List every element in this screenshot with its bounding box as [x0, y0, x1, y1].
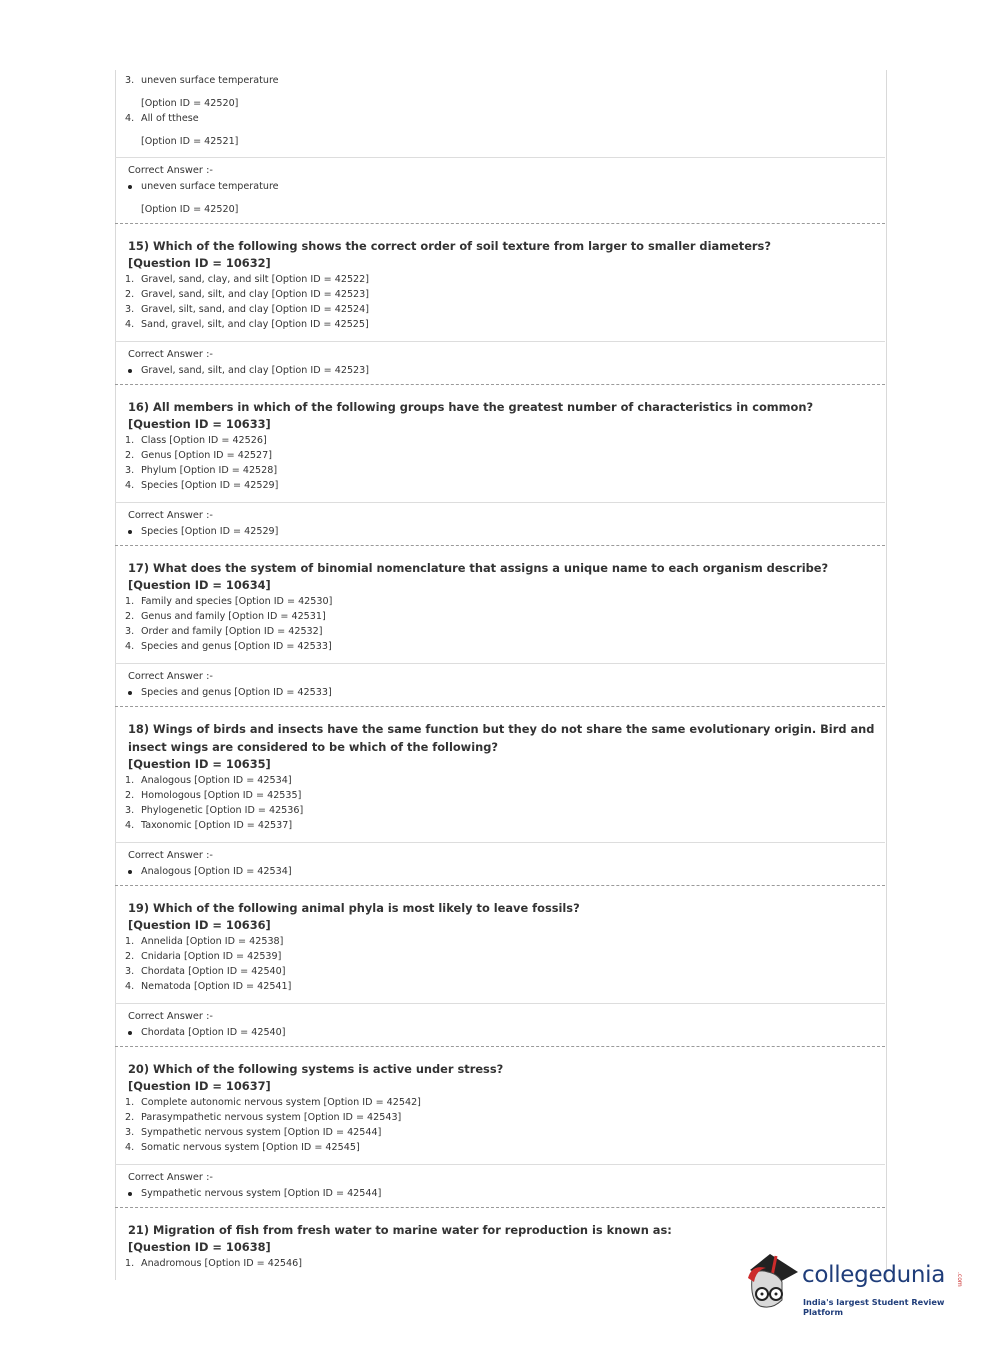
question-text: 15) Which of the following shows the correct order of soil texture from larger to smaller diameters?: [128, 239, 771, 253]
question-id: [Question ID = 10632]: [128, 256, 271, 270]
options-list: [125, 433, 875, 493]
option-item: 3. Phylum [Option ID = 42528]: [125, 465, 278, 476]
bullet-icon: [128, 691, 132, 695]
option-item: 1. Complete autonomic nervous system [Option ID = 42542]: [125, 1097, 421, 1108]
question-id: [Question ID = 10636]: [128, 918, 271, 932]
option-item: 2. Parasympathetic nervous system [Option ID = 42543]: [125, 1112, 402, 1123]
option-item: 2. Gravel, sand, silt, and clay [Option ID = 42523]: [125, 289, 370, 300]
option-item: 1. Family and species [Option ID = 42530]: [125, 596, 333, 607]
question-id: [Question ID = 10633]: [128, 417, 271, 431]
option-item: 3. Order and family [Option ID = 42532]: [125, 626, 323, 637]
question-id: [Question ID = 10634]: [128, 578, 271, 592]
bullet-icon: [128, 1031, 132, 1035]
correct-answer: Analogous [Option ID = 42534]: [125, 864, 875, 879]
correct-answer-label: Correct Answer :-: [128, 671, 213, 682]
collegedunia-logo: [742, 1248, 974, 1320]
question-id: [Question ID = 10638]: [128, 1240, 271, 1254]
options-list: [125, 934, 875, 994]
correct-answer-label: Correct Answer :-: [128, 1172, 213, 1183]
bullet-icon: [128, 369, 132, 373]
question-text: 17) What does the system of binomial nomenclature that assigns a unique name to each organism describe?: [128, 561, 829, 575]
option-item: 2. Homologous [Option ID = 42535]: [125, 790, 302, 801]
option-item: 4. Species [Option ID = 42529]: [125, 480, 279, 491]
option-item: 3. uneven surface temperature: [125, 75, 279, 86]
question-text: 21) Migration of fish from fresh water to marine water for reproduction is known as:: [128, 1223, 672, 1237]
correct-answer: Gravel, sand, silt, and clay [Option ID = 42523]: [125, 363, 875, 378]
question-id: [Question ID = 10635]: [128, 757, 271, 771]
question-14-options: [125, 73, 875, 88]
option-id-line: [Option ID = 42520]: [141, 204, 239, 215]
option-item: 3. Chordata [Option ID = 42540]: [125, 966, 286, 977]
option-item: 4. Taxonomic [Option ID = 42537]: [125, 820, 293, 831]
logo-domain: .com: [956, 1272, 963, 1287]
option-item: 4. All of tthese: [125, 113, 199, 124]
question-list: [115, 224, 885, 1208]
question: [115, 385, 885, 546]
question: [115, 886, 885, 1047]
bullet-icon: [128, 870, 132, 874]
option-item: 1. Anadromous [Option ID = 42546]: [125, 1258, 302, 1269]
question-id: [Question ID = 10637]: [128, 1079, 271, 1093]
answer-block: [115, 158, 885, 223]
option-item: 2. Genus and family [Option ID = 42531]: [125, 611, 326, 622]
correct-answer: uneven surface temperature: [125, 179, 875, 194]
question-14-continuation: [115, 72, 885, 149]
correct-answer: Chordata [Option ID = 42540]: [125, 1025, 875, 1040]
options-list: [125, 594, 875, 654]
mascot-icon: [742, 1248, 802, 1320]
options-list: [125, 272, 875, 332]
question: [115, 224, 885, 385]
option-item: 1. Class [Option ID = 42526]: [125, 435, 267, 446]
bullet-icon: [128, 185, 132, 189]
correct-answer: Sympathetic nervous system [Option ID = 42544]: [125, 1186, 875, 1201]
question: [115, 546, 885, 707]
option-id-line: [Option ID = 42521]: [141, 136, 239, 147]
question-text: 19) Which of the following animal phyla is most likely to leave fossils?: [128, 901, 580, 915]
options-list: [125, 1095, 875, 1155]
option-item: 3. Phylogenetic [Option ID = 42536]: [125, 805, 304, 816]
question-text: 16) All members in which of the following groups have the greatest number of characteristics in common?: [128, 400, 814, 414]
question: [115, 707, 885, 886]
correct-answer-label: Correct Answer :-: [128, 349, 213, 360]
bullet-icon: [128, 1192, 132, 1196]
options-list: [125, 773, 875, 833]
question: [115, 1047, 885, 1208]
option-item: 4. Nematoda [Option ID = 42541]: [125, 981, 292, 992]
logo-wordmark: collegedunia: [802, 1262, 946, 1288]
option-item: 4. Species and genus [Option ID = 42533]: [125, 641, 332, 652]
option-item: 3. Sympathetic nervous system [Option ID = 42544]: [125, 1127, 382, 1138]
correct-answer-label: Correct Answer :-: [128, 850, 213, 861]
option-item: 3. Gravel, silt, sand, and clay [Option ID = 42524]: [125, 304, 370, 315]
logo-tagline: India's largest Student Review Platform: [803, 1297, 945, 1317]
question-text: 20) Which of the following systems is active under stress?: [128, 1062, 504, 1076]
correct-answer-label: Correct Answer :-: [128, 165, 213, 176]
correct-answer: Species [Option ID = 42529]: [125, 524, 875, 539]
option-item: 4. Sand, gravel, silt, and clay [Option ID = 42525]: [125, 319, 369, 330]
correct-answer-label: Correct Answer :-: [128, 510, 213, 521]
correct-answer: Species and genus [Option ID = 42533]: [125, 685, 875, 700]
option-item: 2. Genus [Option ID = 42527]: [125, 450, 272, 461]
question-text: 18) Wings of birds and insects have the same function but they do not share the same evolutionary origin. Bird and insect wings are considered to be which of the following?: [128, 722, 875, 754]
option-item: 2. Cnidaria [Option ID = 42539]: [125, 951, 282, 962]
option-item: 4. Somatic nervous system [Option ID = 42545]: [125, 1142, 360, 1153]
option-id-line: [Option ID = 42520]: [141, 98, 239, 109]
option-item: 1. Analogous [Option ID = 42534]: [125, 775, 292, 786]
option-item: 1. Gravel, sand, clay, and silt [Option ID = 42522]: [125, 274, 370, 285]
option-item: 1. Annelida [Option ID = 42538]: [125, 936, 284, 947]
bullet-icon: [128, 530, 132, 534]
document-content: [115, 72, 885, 1271]
correct-answer-label: Correct Answer :-: [128, 1011, 213, 1022]
